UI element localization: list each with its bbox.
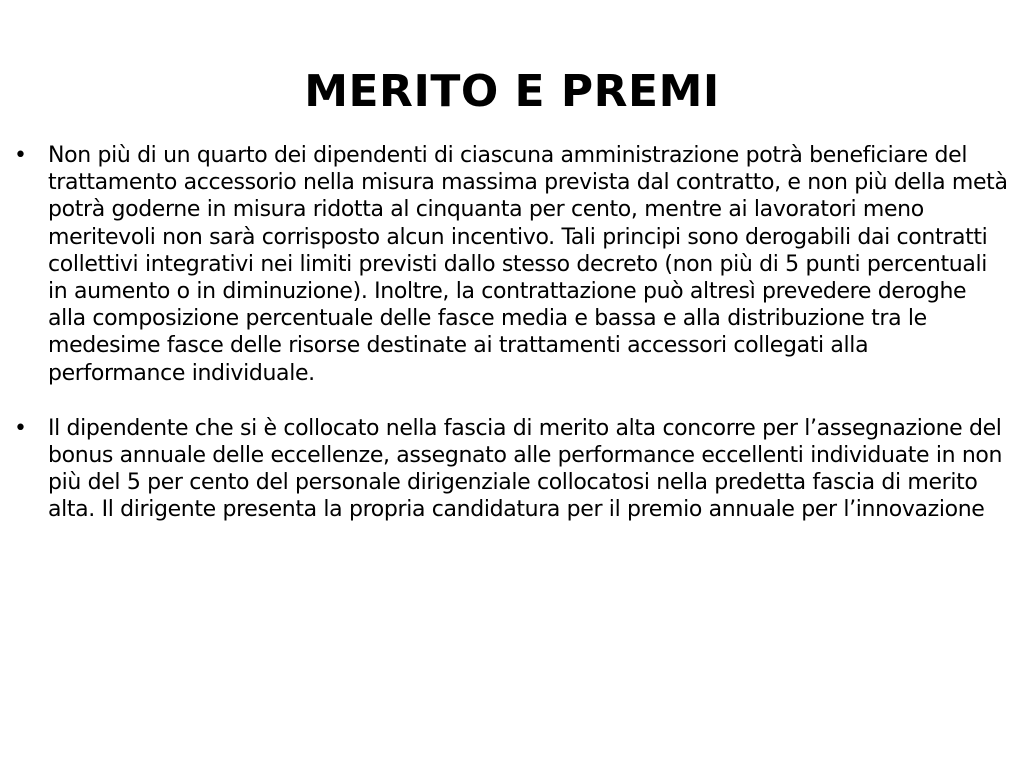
bullet-item-1 — [14, 142, 1010, 387]
bullet-dot-icon: • — [14, 143, 27, 168]
bullet-list — [14, 142, 1010, 524]
bullet-text-1: Non più di un quarto dei dipendenti di ciascuna amministrazione potrà beneficiare del trattamento accessorio nella misura massima prevista dal contratto, e non più della metà potrà goderne in misura ridotta al cinquanta per cento, mentre ai lavoratori meno meritevoli non sarà corrisposto alcun incentivo. Tali principi sono derogabili dai contratti collettivi integrativi nei limiti previsti dallo stesso decreto (non più di 5 punti percentuali in aumento o in diminuzione). Inoltre, la contrattazione può altresì prevedere deroghe alla composizione percentuale delle fasce media e bassa e alla distribuzione tra le medesime fasce delle risorse destinate ai trattamenti accessori collegati alla performance individuale. — [48, 143, 1008, 386]
bullet-item-2 — [14, 415, 1010, 524]
bullet-text-2: Il dipendente che si è collocato nella fascia di merito alta concorre per l’assegnazione del bonus annuale delle eccellenze, assegnato alle performance eccellenti individuate in non più del 5 per cento del personale dirigenziale collocatosi nella predetta fascia di merito alta. Il dirigente presenta la propria candidatura per il premio annuale per l’innovazione — [48, 415, 1003, 523]
bullet-dot-icon: • — [14, 415, 27, 441]
slide-title: MERITO E PREMI — [304, 66, 720, 117]
